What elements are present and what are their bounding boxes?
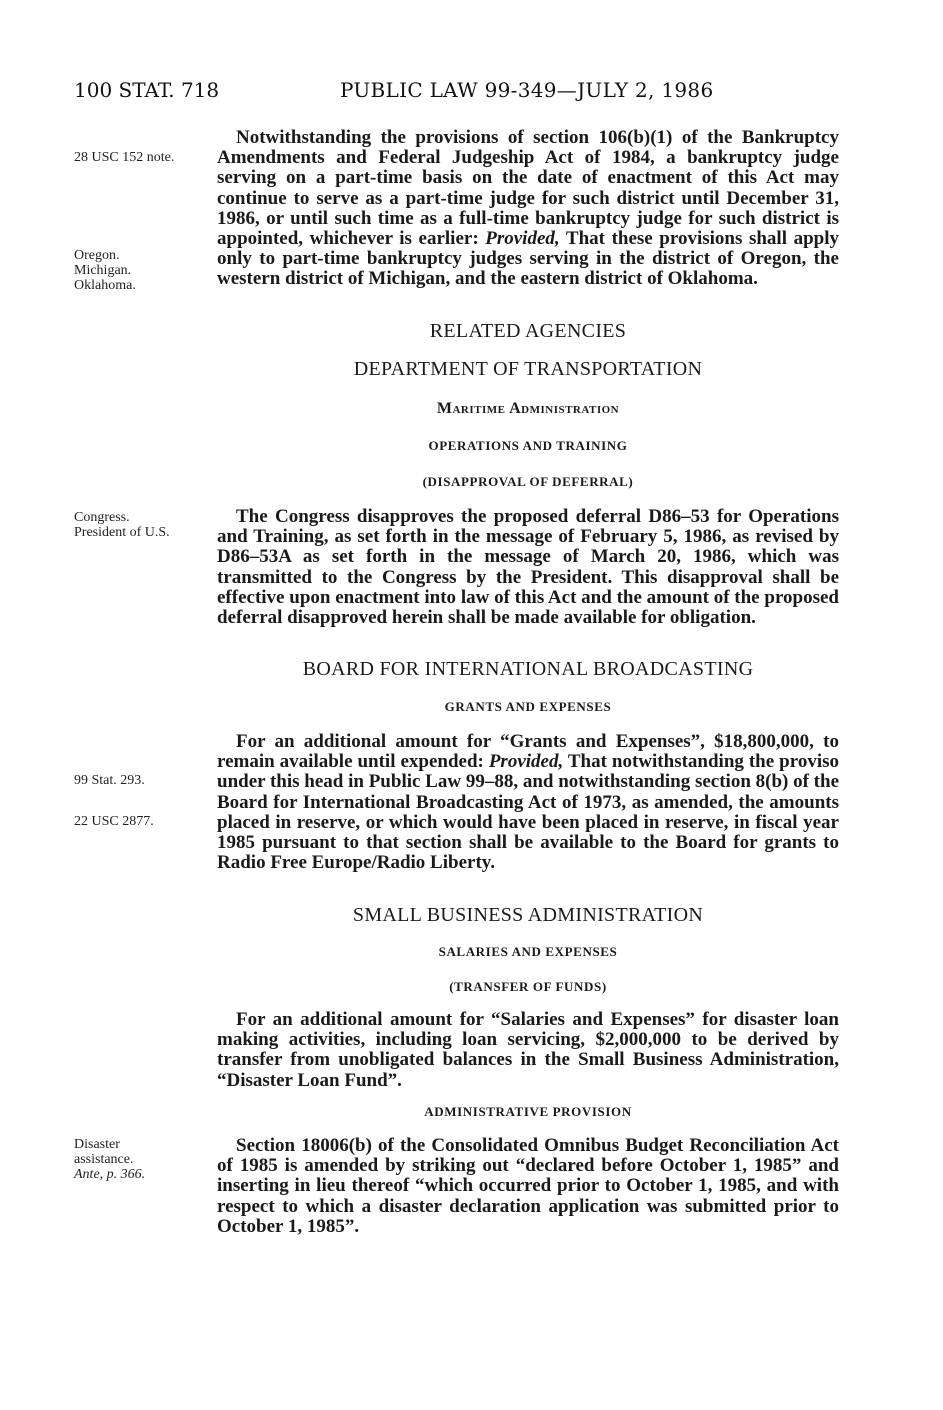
margin-note-states bbox=[74, 248, 214, 293]
provided-term: Provided, bbox=[488, 751, 564, 773]
margin-note-text: 28 USC 152 note. bbox=[74, 150, 175, 165]
bankruptcy-text-a: Notwithstanding the provisions of section 106(b)(1) of the Bankruptcy Amendments and Federal Judgeship Act of 1984, a bankruptcy judge serving on a part-time basis on the date of enactment of this Act may continue to serve as a part-time judge for such district until December 31, 1986, or until such time as a full-time bankruptcy judge for such district is appointed, whichever is earlier: bbox=[217, 127, 839, 250]
grants-text-a: For an additional amount for “Grants and Expenses”, $18,800,000, to remain available until expended: bbox=[217, 731, 839, 773]
heading-administrative-provision: ADMINISTRATIVE PROVISION bbox=[424, 1104, 632, 1119]
heading-small-business-administration: SMALL BUSINESS ADMINISTRATION bbox=[352, 904, 704, 926]
heading-maritime-administration: Maritime Administration bbox=[436, 400, 620, 417]
bankruptcy-paragraph bbox=[217, 128, 839, 290]
margin-note-text: 22 USC 2877. bbox=[74, 814, 154, 829]
heading-salaries-and-expenses: SALARIES AND EXPENSES bbox=[438, 944, 618, 959]
margin-note-oregon: Oregon. bbox=[74, 248, 120, 263]
margin-note-usc-2877 bbox=[74, 814, 214, 829]
page-header bbox=[74, 78, 874, 108]
grants-text-b: That notwithstanding the proviso under this head in Public Law 99–88, and notwithstanding section 8(b) of the Board for International Broadcasting Act of 1973, as amended, the amounts placed in reserve, or which would have been placed in reserve, in fiscal year 1985 pursuant to that section shall be available to the Board for grants to Radio Free Europe/Radio Liberty. bbox=[217, 751, 840, 874]
heading-board-for-international-broadcasting: BOARD FOR INTERNATIONAL BROADCASTING bbox=[302, 658, 754, 680]
heading-operations-and-training: OPERATIONS AND TRAINING bbox=[428, 438, 628, 453]
salaries-text: For an additional amount for “Salaries and Expenses” for disaster loan making activities, including loan servicing, $2,000,000 to be derived by transfer from unobligated balances in the Small Business Administration, “Disaster Loan Fund”. bbox=[217, 1009, 839, 1091]
margin-note-president-line: President of U.S. bbox=[74, 525, 170, 540]
disapproval-paragraph bbox=[217, 507, 839, 628]
administrative-text: Section 18006(b) of the Consolidated Omnibus Budget Reconciliation Act of 1985 is amended by striking out “declared before October 1, 1985” and inserting in lieu thereof “which occurred prior to October 1, 1985, and with respect to which a disaster declaration application was submitted prior to October 1, 1985”. bbox=[217, 1135, 839, 1237]
heading-transfer-of-funds: (TRANSFER OF FUNDS) bbox=[449, 979, 607, 994]
provided-term: Provided, bbox=[485, 228, 560, 250]
heading-department-of-transportation: DEPARTMENT OF TRANSPORTATION bbox=[353, 358, 703, 380]
margin-note-disaster bbox=[74, 1137, 214, 1182]
salaries-paragraph bbox=[217, 1010, 839, 1091]
margin-note-text: 99 Stat. 293. bbox=[74, 773, 145, 788]
administrative-paragraph bbox=[217, 1136, 839, 1237]
margin-note-assistance-line: assistance. bbox=[74, 1152, 134, 1167]
margin-note-oklahoma: Oklahoma. bbox=[74, 278, 136, 293]
bankruptcy-text-b: That these provisions shall apply only to part-time bankruptcy judges serving in the district of Oregon, the western district of Michigan, and the eastern district of Oklahoma. bbox=[217, 228, 839, 290]
heading-related-agencies: RELATED AGENCIES bbox=[429, 320, 627, 342]
grants-paragraph bbox=[217, 732, 839, 873]
heading-grants-and-expenses: GRANTS AND EXPENSES bbox=[444, 699, 612, 714]
statute-page-reference: 100 STAT. 718 bbox=[74, 78, 220, 102]
margin-note-usc-152 bbox=[74, 150, 214, 165]
margin-note-disaster-line: Disaster bbox=[74, 1137, 120, 1152]
heading-disapproval-of-deferral: (DISAPPROVAL OF DEFERRAL) bbox=[422, 474, 634, 489]
margin-note-stat-293 bbox=[74, 773, 214, 788]
margin-note-congress-line: Congress. bbox=[74, 510, 130, 525]
disapproval-text: The Congress disapproves the proposed deferral D86–53 for Operations and Training, as set forth in the message of February 5, 1986, as revised by D86–53A as set forth in the message of March 20, 1986, which was transmitted to the Congress by the President. This disapproval shall be effective upon enactment into law of this Act and the amount of the proposed deferral disapproved herein shall be made available for obligation. bbox=[217, 506, 839, 629]
margin-note-ante: Ante, p. 366. bbox=[74, 1167, 146, 1182]
public-law-title: PUBLIC LAW 99-349—JULY 2, 1986 bbox=[340, 78, 714, 102]
margin-note-michigan: Michigan. bbox=[74, 263, 132, 278]
margin-note-congress bbox=[74, 510, 214, 540]
